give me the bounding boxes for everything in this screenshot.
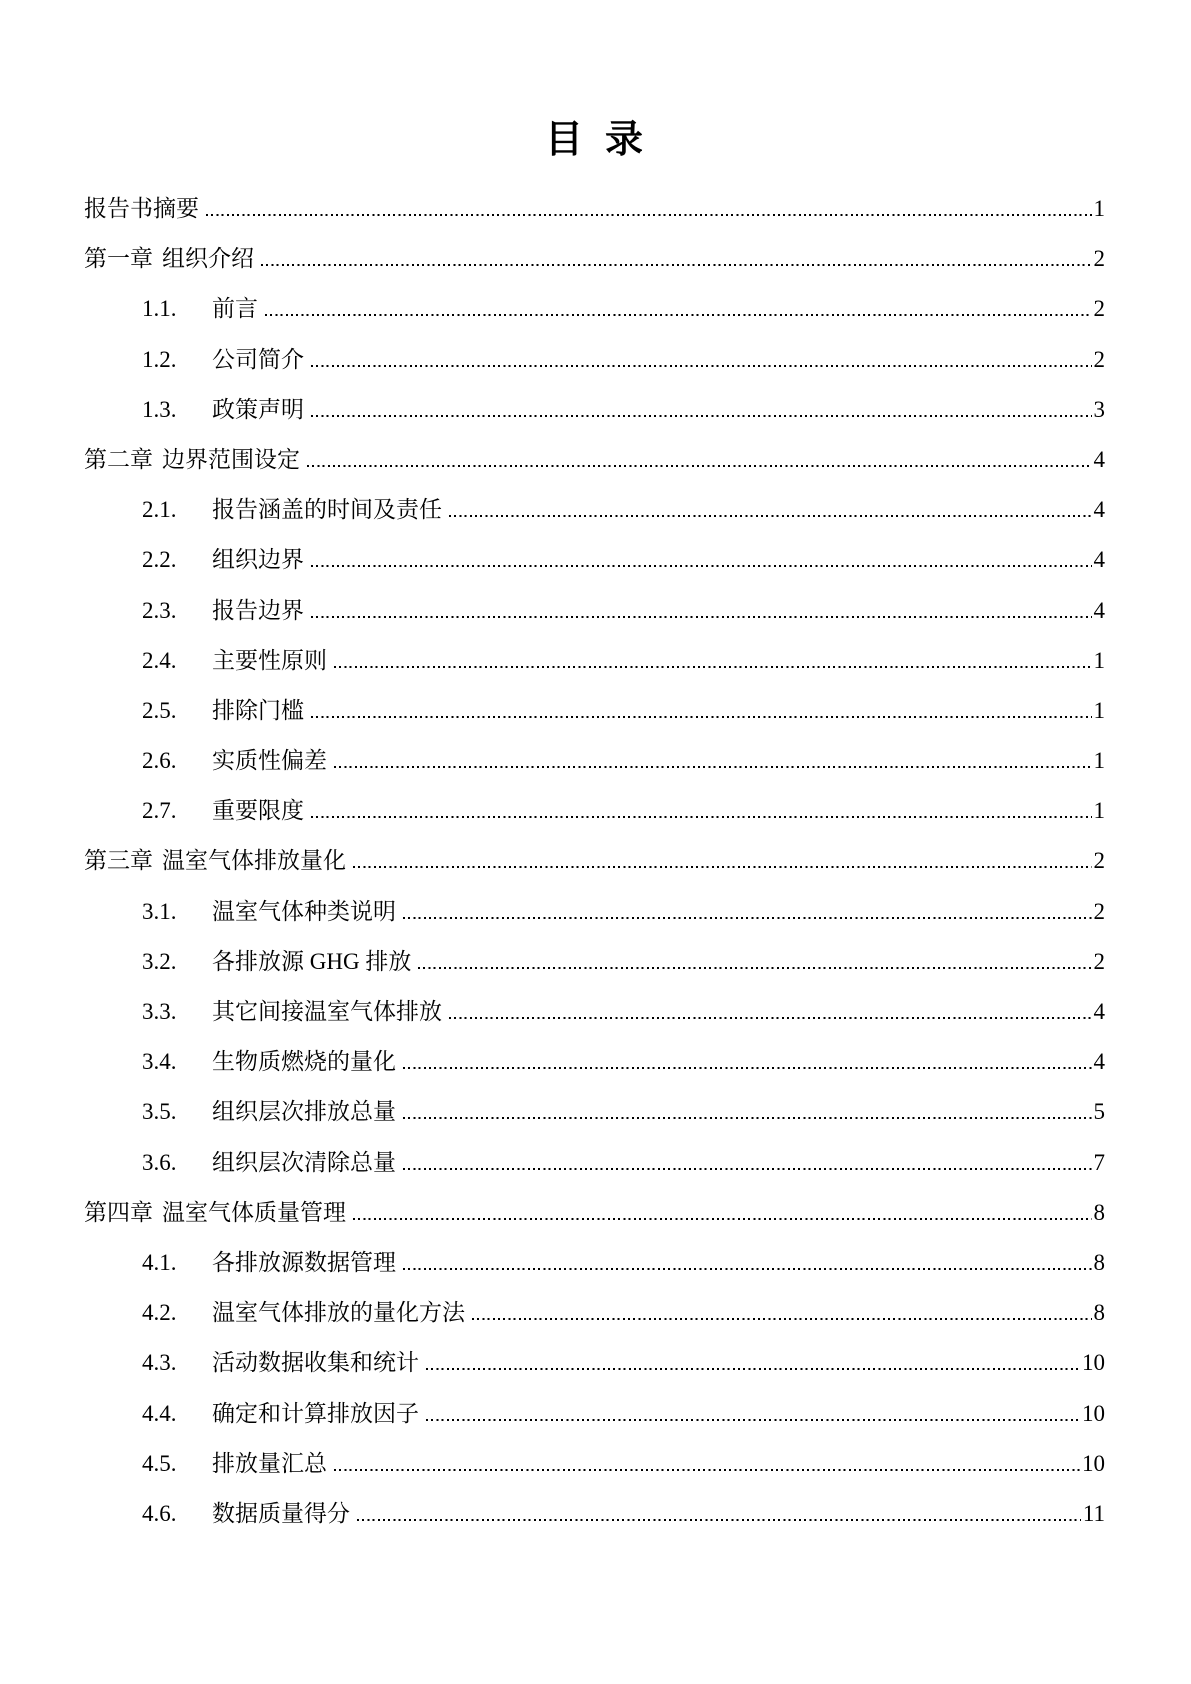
entry-number: 第三章 [84, 848, 153, 874]
entry-label: 公司简介 [212, 346, 304, 372]
entry-label: 温室气体排放的量化方法 [212, 1300, 465, 1326]
dot-leader [311, 716, 1092, 718]
toc-entry[interactable] [84, 686, 1105, 736]
entry-label: 组织边界 [212, 547, 304, 573]
toc-entry[interactable] [84, 1087, 1105, 1137]
entry-label: 政策声明 [212, 396, 304, 422]
entry-number: 2.3. [142, 597, 177, 623]
toc-entry[interactable] [84, 1138, 1105, 1188]
toc-entry[interactable] [84, 1238, 1105, 1288]
entry-label: 前言 [212, 296, 258, 322]
dot-leader [472, 1318, 1092, 1320]
entry-page-number: 1 [1093, 798, 1105, 824]
entry-number: 2.5. [142, 697, 177, 723]
entry-number: 3.2. [142, 948, 177, 974]
entry-label: 排除门槛 [212, 697, 304, 723]
dot-leader [311, 565, 1092, 567]
toc-entry[interactable] [84, 636, 1105, 686]
entry-label: 组织层次排放总量 [212, 1099, 396, 1125]
entry-number: 1.3. [142, 396, 177, 422]
entry-label: 生物质燃烧的量化 [212, 1049, 396, 1075]
toc-entry[interactable] [84, 586, 1105, 636]
entry-label: 组织介绍 [162, 246, 254, 272]
entry-page-number: 10 [1082, 1400, 1105, 1426]
dot-leader [311, 365, 1092, 367]
entry-label: 温室气体质量管理 [162, 1199, 346, 1225]
entry-label: 主要性原则 [212, 647, 327, 673]
entry-number: 3.4. [142, 1049, 177, 1075]
entry-label: 排放量汇总 [212, 1450, 327, 1476]
entry-page-number: 4 [1093, 1049, 1105, 1075]
entry-page-number: 7 [1093, 1149, 1105, 1175]
dot-leader [353, 866, 1092, 868]
entry-page-number: 10 [1082, 1450, 1105, 1476]
dot-leader [334, 1469, 1080, 1471]
toc-entry[interactable] [84, 887, 1105, 937]
entry-page-number: 4 [1093, 597, 1105, 623]
entry-number: 2.4. [142, 647, 177, 673]
dot-leader [403, 1117, 1092, 1119]
entry-number: 第一章 [84, 246, 153, 272]
entry-page-number: 8 [1093, 1249, 1105, 1275]
dot-leader [334, 666, 1092, 668]
entry-label: 各排放源 GHG 排放 [212, 948, 412, 974]
entry-label: 确定和计算排放因子 [212, 1400, 419, 1426]
entry-page-number: 4 [1093, 446, 1105, 472]
dot-leader [357, 1519, 1081, 1521]
toc-entry[interactable] [84, 184, 1105, 234]
toc-entry[interactable] [84, 1037, 1105, 1087]
toc-entry[interactable] [84, 836, 1105, 886]
entry-page-number: 10 [1082, 1350, 1105, 1376]
toc-entry[interactable] [84, 385, 1105, 435]
dot-leader [307, 465, 1092, 467]
entry-label: 活动数据收集和统计 [212, 1350, 419, 1376]
entry-label: 报告书摘要 [84, 196, 199, 221]
dot-leader [311, 415, 1092, 417]
entry-page-number: 5 [1093, 1099, 1105, 1125]
toc-entry[interactable] [84, 987, 1105, 1037]
entry-number: 1.1. [142, 296, 177, 322]
entry-label: 报告涵盖的时间及责任 [212, 497, 442, 523]
entry-page-number: 4 [1093, 547, 1105, 573]
entry-page-number: 4 [1093, 497, 1105, 523]
dot-leader [426, 1419, 1080, 1421]
toc-entry[interactable] [84, 284, 1105, 334]
entry-number: 4.3. [142, 1350, 177, 1376]
entry-number: 3.1. [142, 898, 177, 924]
entry-number: 1.2. [142, 346, 177, 372]
entry-label: 数据质量得分 [212, 1500, 350, 1526]
dot-leader [403, 1067, 1092, 1069]
dot-leader [449, 515, 1092, 517]
entry-page-number: 1 [1093, 196, 1105, 221]
toc-entry[interactable] [84, 1489, 1105, 1539]
dot-leader [311, 616, 1092, 618]
dot-leader [403, 1268, 1092, 1270]
entry-number: 3.5. [142, 1099, 177, 1125]
toc-entry[interactable] [84, 485, 1105, 535]
entry-page-number: 2 [1093, 948, 1105, 974]
dot-leader [206, 214, 1092, 216]
entry-number: 3.3. [142, 999, 177, 1024]
entry-page-number: 8 [1093, 1199, 1105, 1225]
entry-page-number: 2 [1093, 246, 1105, 272]
entry-number: 2.6. [142, 748, 177, 774]
entry-label: 重要限度 [212, 798, 304, 824]
entry-label: 组织层次清除总量 [212, 1149, 396, 1175]
entry-label: 实质性偏差 [212, 748, 327, 774]
dot-leader [418, 967, 1091, 969]
toc-entry[interactable] [84, 435, 1105, 485]
dot-leader [426, 1368, 1080, 1370]
entry-label: 各排放源数据管理 [212, 1249, 396, 1275]
entry-label: 温室气体排放量化 [162, 848, 346, 874]
toc-entry[interactable] [84, 335, 1105, 385]
entry-number: 4.4. [142, 1400, 177, 1426]
toc-list [84, 184, 1105, 1539]
dot-leader [334, 766, 1092, 768]
dot-leader [353, 1218, 1092, 1220]
entry-label: 其它间接温室气体排放 [212, 999, 442, 1024]
entry-page-number: 2 [1093, 346, 1105, 372]
toc-entry[interactable] [84, 1439, 1105, 1489]
entry-number: 3.6. [142, 1149, 177, 1175]
entry-page-number: 1 [1093, 647, 1105, 673]
entry-page-number: 2 [1093, 848, 1105, 874]
dot-leader [311, 816, 1092, 818]
toc-entry[interactable] [84, 535, 1105, 585]
entry-number: 4.1. [142, 1249, 177, 1275]
entry-number: 第二章 [84, 446, 153, 472]
entry-label: 温室气体种类说明 [212, 898, 396, 924]
entry-label: 边界范围设定 [162, 446, 300, 472]
entry-number: 2.2. [142, 547, 177, 573]
entry-number: 4.2. [142, 1300, 177, 1326]
toc-entry[interactable] [84, 1288, 1105, 1338]
entry-number: 2.7. [142, 798, 177, 824]
dot-leader [403, 917, 1092, 919]
entry-number: 4.6. [142, 1500, 177, 1526]
dot-leader [265, 314, 1092, 316]
entry-number: 4.5. [142, 1450, 177, 1476]
toc-entry[interactable] [84, 1338, 1105, 1388]
entry-number: 第四章 [84, 1199, 153, 1225]
entry-page-number: 1 [1093, 748, 1105, 774]
page-title: 目 录 [544, 119, 644, 161]
entry-page-number: 2 [1093, 296, 1105, 322]
toc-entry[interactable] [84, 1188, 1105, 1238]
toc-entry[interactable] [84, 1389, 1105, 1439]
dot-leader [403, 1168, 1092, 1170]
entry-label: 报告边界 [212, 597, 304, 623]
dot-leader [449, 1017, 1092, 1019]
entry-page-number: 1 [1093, 697, 1105, 723]
toc-entry[interactable] [84, 786, 1105, 836]
entry-page-number: 3 [1093, 396, 1105, 422]
toc-entry[interactable] [84, 234, 1105, 284]
toc-entry[interactable] [84, 736, 1105, 786]
entry-number: 2.1. [142, 497, 177, 523]
entry-page-number: 4 [1093, 999, 1105, 1024]
dot-leader [261, 264, 1092, 266]
entry-page-number: 8 [1093, 1300, 1105, 1326]
toc-entry[interactable] [84, 937, 1105, 987]
entry-page-number: 11 [1082, 1500, 1105, 1526]
entry-page-number: 2 [1093, 898, 1105, 924]
